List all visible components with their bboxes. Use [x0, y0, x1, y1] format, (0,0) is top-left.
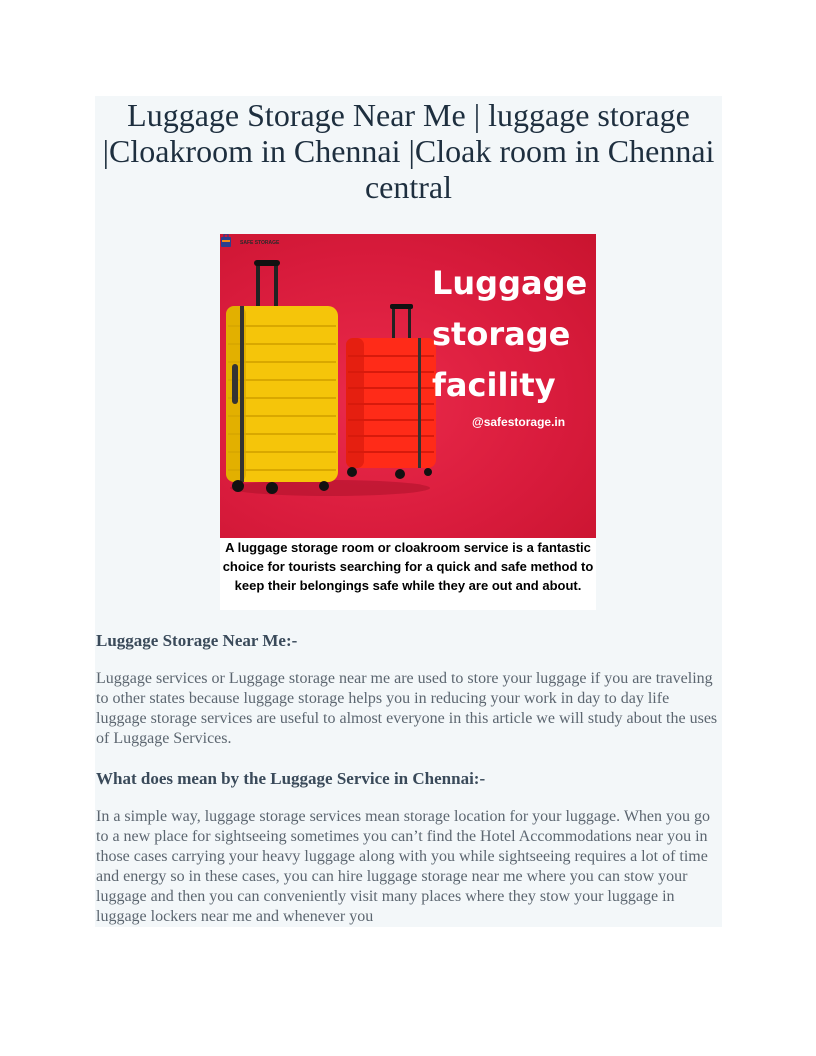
section-heading-luggage-service: What does mean by the Luggage Service in Chennai:- — [96, 769, 486, 788]
safestorage-logo-icon — [220, 234, 232, 248]
hero-headline: Luggage storage facility — [432, 264, 588, 404]
section-body-luggage-service: In a simple way, luggage storage services mean storage location for your luggage. When you go to a new place for sightseeing sometimes you can’t find the Hotel Accommodations near you in those cases carrying your heavy luggage along with you while sightseeing requires a lot of time and energy so in these cases, you can hire luggage storage near me where you can stow your luggage and then you can conveniently visit many places where they stow your luggage in luggage lockers near me and whenever you — [96, 808, 711, 925]
page-title: Luggage Storage Near Me | luggage storage |Cloakroom in Chennai |Cloak room in Chennai central — [102, 97, 715, 205]
image-caption: A luggage storage room or cloakroom service is a fantastic choice for tourists searching for a quick and safe method to keep their belongings safe while they are out and about. — [220, 538, 596, 610]
logo-text: SAFE STORAGE — [240, 240, 280, 246]
section-heading-luggage-storage: Luggage Storage Near Me:- — [96, 631, 298, 650]
hero-handle: @safestorage.in — [472, 415, 566, 429]
hero-image — [220, 234, 596, 538]
section-body-luggage-storage: Luggage services or Luggage storage near me are used to store your luggage if you are traveling to other states because luggage storage helps you in reducing your work in day to day life luggage storage services are useful to almost everyone in this article we will study about the uses of Luggage Services. — [96, 670, 718, 747]
